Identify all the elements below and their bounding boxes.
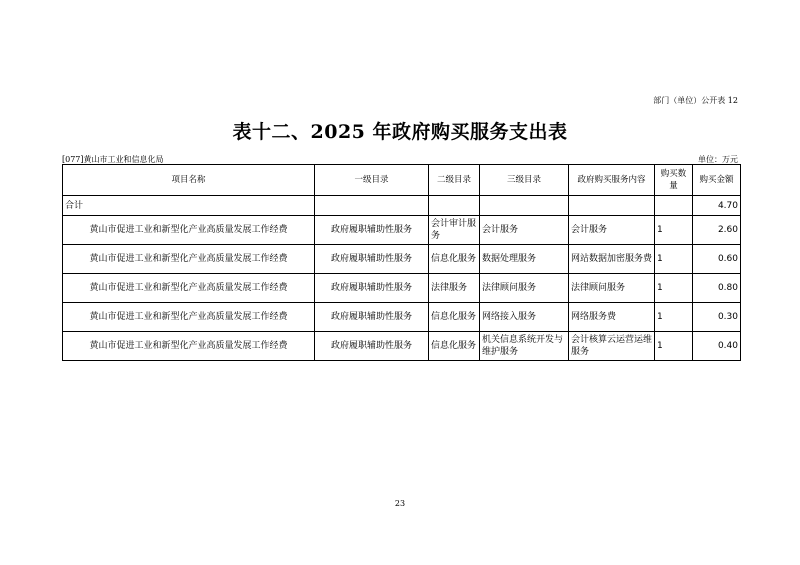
cell-project-name: 黄山市促进工业和新型化产业高质量发展工作经费 bbox=[63, 216, 315, 245]
table-row bbox=[63, 274, 741, 303]
header-level2: 二级目录 bbox=[429, 165, 480, 196]
cell-content: 会计核算云运营运维服务 bbox=[569, 332, 655, 361]
cell-level3: 网络接入服务 bbox=[480, 303, 569, 332]
cell-level1: 政府履职辅助性服务 bbox=[315, 303, 429, 332]
cell-level1: 政府履职辅助性服务 bbox=[315, 245, 429, 274]
cell-quantity: 1 bbox=[655, 332, 693, 361]
cell-content: 网站数据加密服务费 bbox=[569, 245, 655, 274]
total-row bbox=[63, 196, 741, 216]
cell-quantity: 1 bbox=[655, 216, 693, 245]
table-row bbox=[63, 216, 741, 245]
table-row bbox=[63, 245, 741, 274]
page-number: 23 bbox=[394, 499, 406, 508]
cell-level3: 法律顾问服务 bbox=[480, 274, 569, 303]
table-header-row bbox=[63, 165, 741, 196]
page-title: 表十二、2025 年政府购买服务支出表 bbox=[232, 121, 568, 143]
cell-amount: 0.40 bbox=[693, 332, 741, 361]
cell-level2: 信息化服务 bbox=[429, 245, 480, 274]
cell-amount: 0.60 bbox=[693, 245, 741, 274]
cell-project-name: 黄山市促进工业和新型化产业高质量发展工作经费 bbox=[63, 303, 315, 332]
table-row bbox=[63, 332, 741, 361]
header-content: 政府购买服务内容 bbox=[569, 165, 655, 196]
header-amount: 购买金额 bbox=[693, 165, 741, 196]
cell-content: 网络服务费 bbox=[569, 303, 655, 332]
cell-level1: 政府履职辅助性服务 bbox=[315, 216, 429, 245]
cell-content: 法律顾问服务 bbox=[569, 274, 655, 303]
cell-level3: 会计服务 bbox=[480, 216, 569, 245]
cell-level2: 法律服务 bbox=[429, 274, 480, 303]
cell-project-name: 黄山市促进工业和新型化产业高质量发展工作经费 bbox=[63, 332, 315, 361]
cell-amount: 2.60 bbox=[693, 216, 741, 245]
cell-quantity: 1 bbox=[655, 245, 693, 274]
header-quantity: 购买数量 bbox=[655, 165, 693, 196]
cell-level2: 会计审计服务 bbox=[429, 216, 480, 245]
cell-level2: 信息化服务 bbox=[429, 303, 480, 332]
department-label: [077]黄山市工业和信息化局 bbox=[62, 155, 164, 164]
table-row bbox=[63, 303, 741, 332]
cell-level2: 信息化服务 bbox=[429, 332, 480, 361]
total-amount: 4.70 bbox=[693, 196, 741, 216]
header-level1: 一级目录 bbox=[315, 165, 429, 196]
purchase-services-table bbox=[62, 164, 741, 361]
cell-amount: 0.30 bbox=[693, 303, 741, 332]
header-level3: 三级目录 bbox=[480, 165, 569, 196]
cell-level1: 政府履职辅助性服务 bbox=[315, 274, 429, 303]
cell-quantity: 1 bbox=[655, 274, 693, 303]
cell-level1: 政府履职辅助性服务 bbox=[315, 332, 429, 361]
total-label: 合计 bbox=[63, 196, 315, 216]
cell-project-name: 黄山市促进工业和新型化产业高质量发展工作经费 bbox=[63, 245, 315, 274]
cell-quantity: 1 bbox=[655, 303, 693, 332]
cell-level3: 数据处理服务 bbox=[480, 245, 569, 274]
doc-code: 部门（单位）公开表 12 bbox=[653, 96, 738, 105]
cell-project-name: 黄山市促进工业和新型化产业高质量发展工作经费 bbox=[63, 274, 315, 303]
cell-content: 会计服务 bbox=[569, 216, 655, 245]
header-project-name: 项目名称 bbox=[63, 165, 315, 196]
cell-amount: 0.80 bbox=[693, 274, 741, 303]
unit-label: 单位：万元 bbox=[698, 155, 738, 164]
cell-level3: 机关信息系统开发与维护服务 bbox=[480, 332, 569, 361]
